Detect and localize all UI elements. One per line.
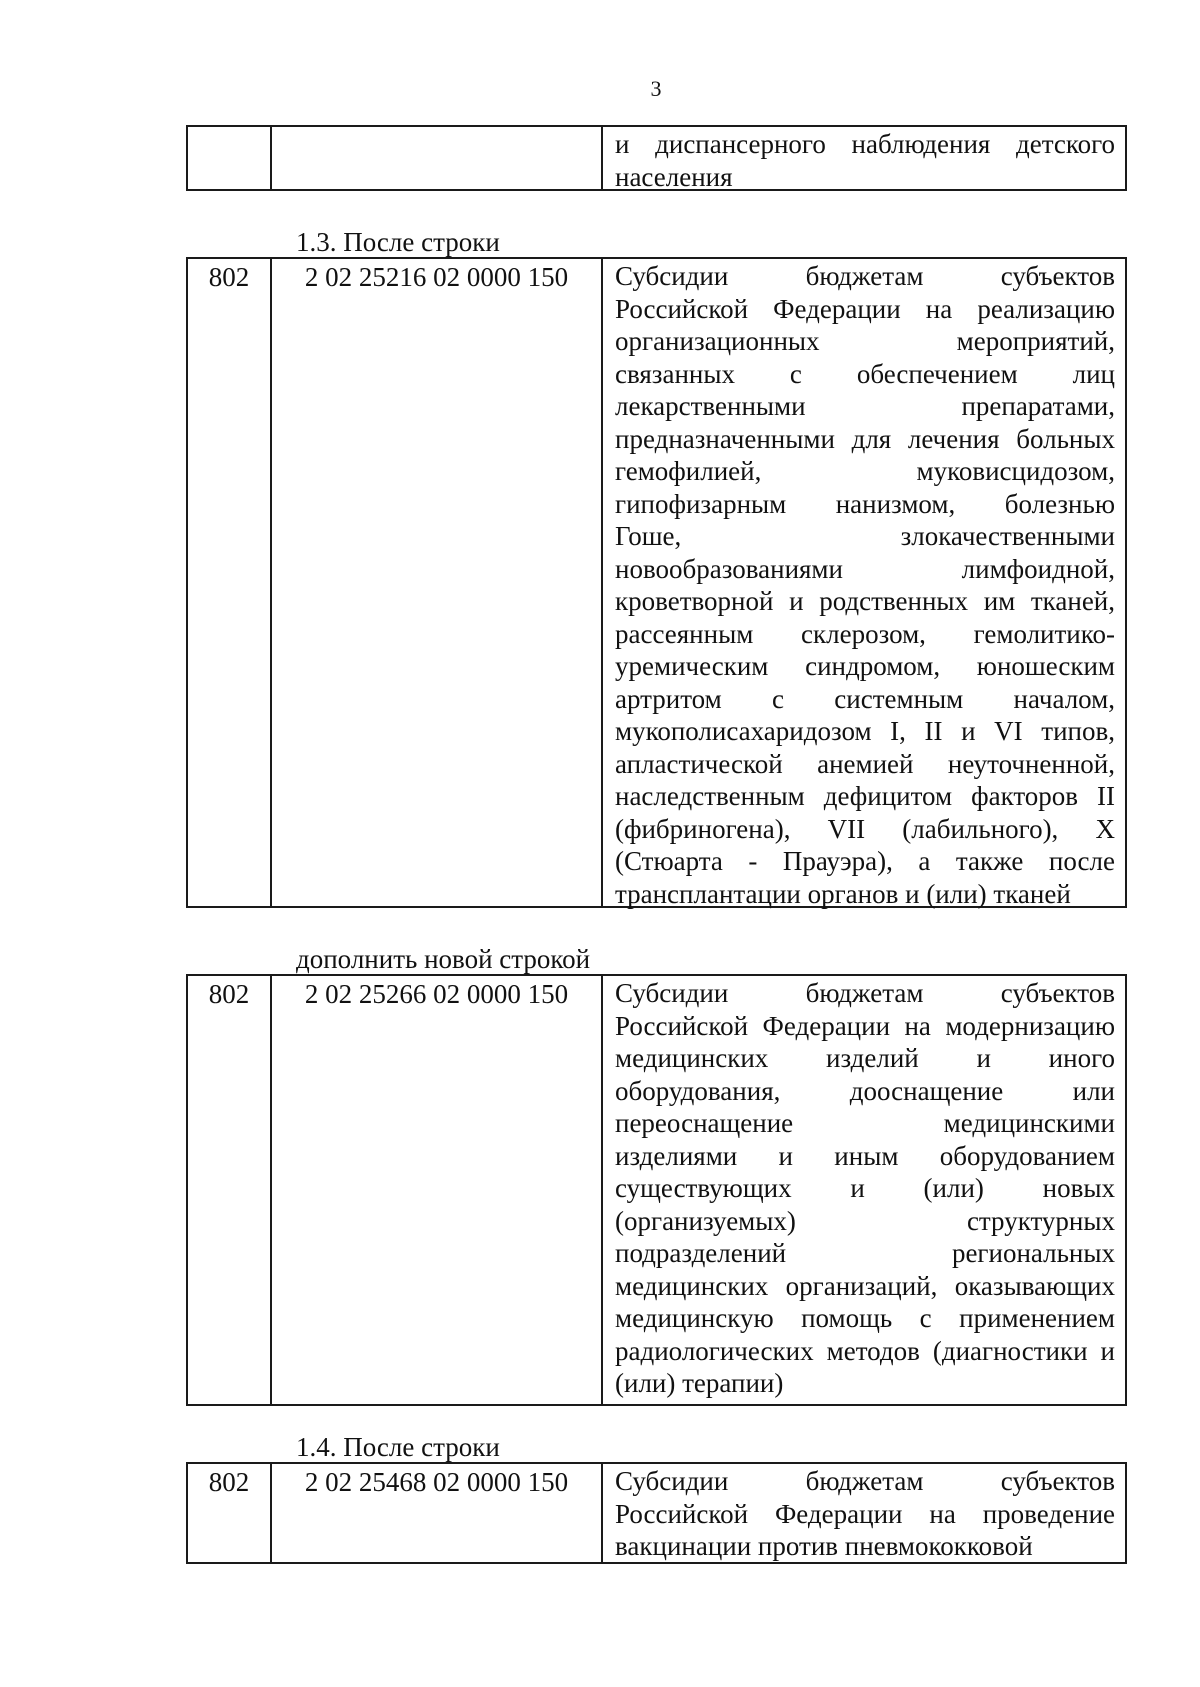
page-number: 3 xyxy=(650,76,662,101)
description-cell xyxy=(603,1464,1125,1562)
code-cell: 802 xyxy=(188,976,272,1404)
description-line: (организуемых) структурных xyxy=(615,1205,1115,1236)
description-line: рассеянным склерозом, гемолитико- xyxy=(615,618,1115,649)
description-cell xyxy=(603,259,1125,909)
description-line: организационных мероприятий, xyxy=(615,326,1115,356)
table-continuation xyxy=(186,125,1127,191)
addition-caption: дополнить новой строкой xyxy=(296,944,591,974)
description-line: и диспансерного наблюдения детского xyxy=(615,129,1115,159)
description-line: Российской Федерации на проведение xyxy=(615,1498,1115,1529)
description-line: кроветворной и родственных им тканей, xyxy=(615,586,1115,616)
description-line: мукополисахаридозом I, II и VI типов, xyxy=(615,716,1115,746)
description-line: гемофилией, муковисцидозом, xyxy=(615,456,1115,486)
description-line: Российской Федерации на реализацию xyxy=(615,293,1115,324)
description-line: медицинских организаций, оказывающих xyxy=(615,1270,1115,1301)
description-line: медицинскую помощь с применением xyxy=(615,1303,1115,1333)
kbk-cell-empty xyxy=(272,127,603,189)
description-line: апластической анемией неуточненной, xyxy=(615,748,1115,779)
section-1-3-caption: 1.3. После строки xyxy=(296,227,500,257)
description-line: радиологических методов (диагностики и xyxy=(615,1335,1115,1366)
description-line: Субсидии бюджетам субъектов xyxy=(615,261,1115,291)
description-line: Субсидии бюджетам субъектов xyxy=(615,1466,1115,1496)
description-line: уремическим синдромом, юношеским xyxy=(615,651,1115,681)
kbk-cell: 2 02 25266 02 0000 150 xyxy=(272,976,603,1404)
description-line: наследственным дефицитом факторов II xyxy=(615,781,1115,811)
description-line: Субсидии бюджетам субъектов xyxy=(615,978,1115,1008)
description-line: гипофизарным нанизмом, болезнью xyxy=(615,488,1115,519)
description-line: оборудования, дооснащение или xyxy=(615,1075,1115,1106)
description-line: артритом с системным началом, xyxy=(615,683,1115,714)
table-row-addition xyxy=(186,974,1127,1406)
kbk-cell: 2 02 25216 02 0000 150 xyxy=(272,259,603,906)
description-line: подразделений региональных xyxy=(615,1238,1115,1268)
description-line: населения xyxy=(615,161,733,192)
description-line: Гоше, злокачественными xyxy=(615,521,1115,551)
description-cell xyxy=(603,127,1125,192)
description-cell xyxy=(603,976,1125,1404)
code-cell: 802 xyxy=(188,259,272,906)
description-line: изделиями и иным оборудованием xyxy=(615,1140,1115,1171)
description-line: (фибриногена), VII (лабильного), X xyxy=(615,813,1115,844)
description-line: предназначенными для лечения больных xyxy=(615,423,1115,454)
description-line: новообразованиями лимфоидной, xyxy=(615,553,1115,584)
description-line: переоснащение медицинскими xyxy=(615,1108,1115,1138)
description-line: связанных с обеспечением лиц xyxy=(615,358,1115,389)
description-line: лекарственными препаратами, xyxy=(615,391,1115,421)
description-line: вакцинации против пневмококковой xyxy=(615,1531,1033,1561)
description-line: (Стюарта - Прауэра), а также после xyxy=(615,846,1115,876)
description-line: трансплантации органов и (или) тканей xyxy=(615,878,1071,909)
description-line: Российской Федерации на модернизацию xyxy=(615,1010,1115,1041)
code-cell-empty xyxy=(188,127,272,189)
code-cell: 802 xyxy=(188,1464,272,1562)
description-line: медицинских изделий и иного xyxy=(615,1043,1115,1073)
section-1-4-caption: 1.4. После строки xyxy=(296,1432,500,1462)
kbk-cell: 2 02 25468 02 0000 150 xyxy=(272,1464,603,1562)
table-row-1-4 xyxy=(186,1462,1127,1564)
table-row-1-3 xyxy=(186,257,1127,908)
description-line: существующих и (или) новых xyxy=(615,1173,1115,1203)
description-line: (или) терапии) xyxy=(615,1368,784,1398)
